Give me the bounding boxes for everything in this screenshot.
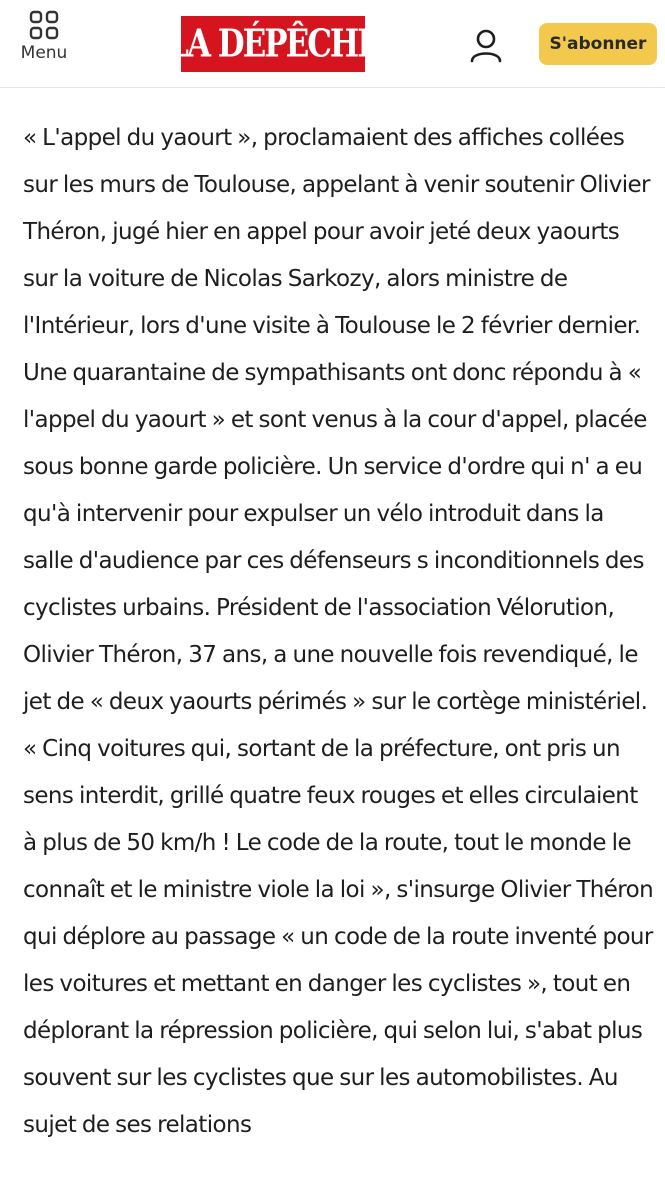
grid-icon [27, 10, 61, 40]
user-icon [466, 26, 506, 66]
article-paragraph: « L'appel du yaourt », proclamaient des affiches collées sur les murs de Toulouse, appelant à venir soutenir Olivier Théron, jugé hier en appel pour avoir jeté deux yaourts sur la voiture de Nicolas Sarkozy, alors ministre de l'Intérieur, lors d'une visite à Toulouse le 2 février dernier. Une quarantaine de sympathisants ont donc répondu à « l'appel du yaourt » et sont venus à la cour d'appel, placée sous bonne garde policière. Un service d'ordre qui n' a eu qu'à intervenir pour expulser un vélo introduit dans la salle d'audience par ces défenseurs s inconditionnels des cyclistes urbains. Président de l'association Vélorution, Olivier Théron, 37 ans, a une nouvelle fois revendiqué, le jet de « deux yaourts périmés » sur le cortège ministériel. « Cinq voitures qui, sortant de la préfecture, ont pris un sens interdit, grillé quatre feux rouges et elles circulaient à plus de 50 km/h ! Le code de la route, tout le monde le connaît et le ministre viole la loi », s'insurge Olivier Théron qui déplore au passage « un code de la route inventé pour les voitures et mettant en danger les cyclistes », tout en déplorant la répression policière, qui selon lui, s'abat plus souvent sur les cyclistes que sur les automobilistes. Au sujet de ses relations [23, 125, 654, 1138]
site-logo[interactable] [167, 16, 379, 72]
article-body [23, 115, 656, 1149]
logo-text: LA DÉPÊCHE [167, 21, 379, 67]
menu-button[interactable] [16, 10, 72, 68]
menu-label: Menu [20, 43, 68, 63]
site-header [0, 0, 665, 88]
subscribe-button[interactable]: S'abonner [539, 23, 657, 65]
account-button[interactable] [466, 26, 506, 66]
